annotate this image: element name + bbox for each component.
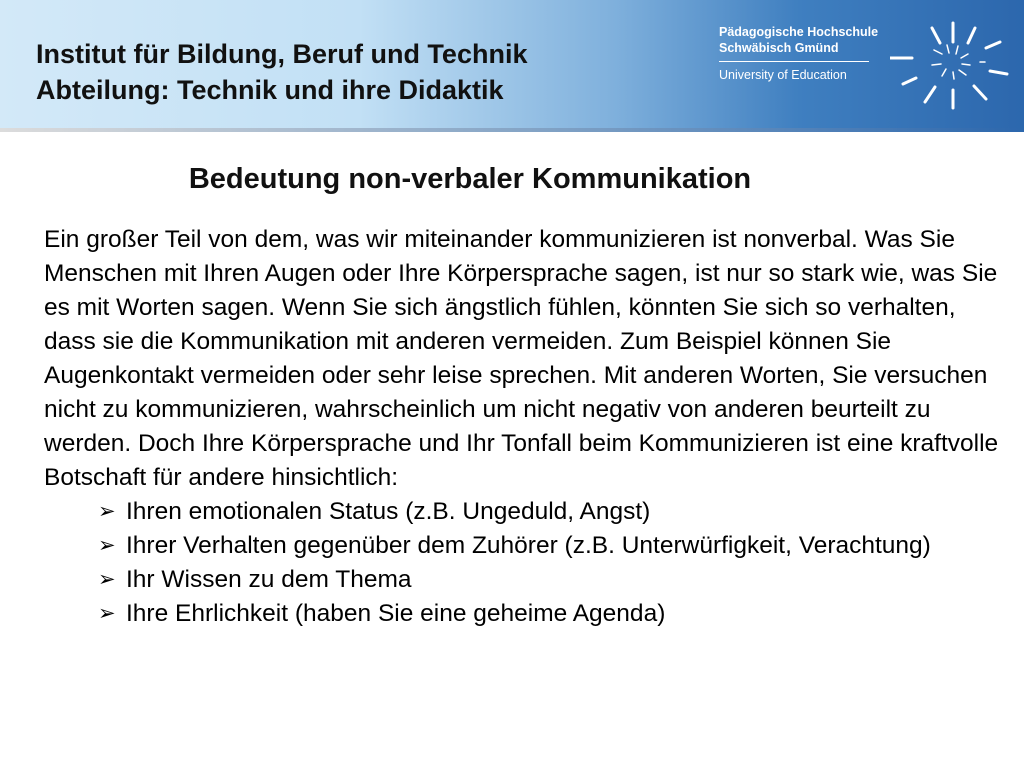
header-banner: [0, 0, 1024, 128]
department-name: Abteilung: Technik und ihre Didaktik: [36, 75, 504, 105]
slide-title: Bedeutung non-verbaler Kommunikation: [188, 163, 752, 195]
bullet-item: [98, 529, 1004, 563]
arrow-right-icon: ➢: [98, 568, 116, 591]
arrow-right-icon: ➢: [98, 534, 116, 557]
header-divider: [0, 128, 1024, 132]
arrow-right-icon: ➢: [98, 500, 116, 523]
bullet-item: [98, 563, 1004, 597]
arrow-right-icon: ➢: [98, 602, 116, 625]
logo-line-university: Pädagogische Hochschule: [719, 25, 879, 39]
logo-divider: [719, 61, 869, 62]
logo-line-city: Schwäbisch Gmünd: [719, 41, 839, 55]
starburst-logo-icon: [890, 18, 1012, 116]
institute-title: [36, 36, 527, 108]
bullet-text: Ihr Wissen zu dem Thema: [126, 566, 412, 593]
bullet-item: [98, 495, 1004, 529]
bullet-text: Ihren emotionalen Status (z.B. Ungeduld, Angst): [126, 498, 651, 525]
bullet-text: Ihre Ehrlichkeit (haben Sie eine geheime Agenda): [126, 600, 666, 627]
university-logo-text: [719, 24, 878, 83]
logo-line-english: University of Education: [719, 68, 847, 82]
bullet-list: [44, 495, 1004, 631]
bullet-text: Ihrer Verhalten gegenüber dem Zuhörer (z.B. Unterwürfigkeit, Verachtung): [126, 532, 931, 559]
slide-body: [44, 223, 1004, 631]
bullet-item: [98, 597, 1004, 631]
institute-name: Institut für Bildung, Beruf und Technik: [36, 39, 528, 69]
body-paragraph: Ein großer Teil von dem, was wir miteinander kommunizieren ist nonverbal. Was Sie Menschen mit Ihren Augen oder Ihre Körpersprache sagen, ist nur so stark wie, was Sie es mit Worten sagen. Wenn Sie sich ängstlich fühlen, könnten Sie sich so verhalten, dass sie die Kommunikation mit anderen vermeiden. Zum Beispiel können Sie Augenkontakt vermeiden oder sehr leise sprechen. Mit anderen Worten, Sie versuchen nicht zu kommunizieren, wahrscheinlich um nicht negativ von anderen beurteilt zu werden. Doch Ihre Körpersprache und Ihr Tonfall beim Kommunizieren ist eine kraftvolle Botschaft für andere hinsichtlich:: [44, 226, 999, 491]
